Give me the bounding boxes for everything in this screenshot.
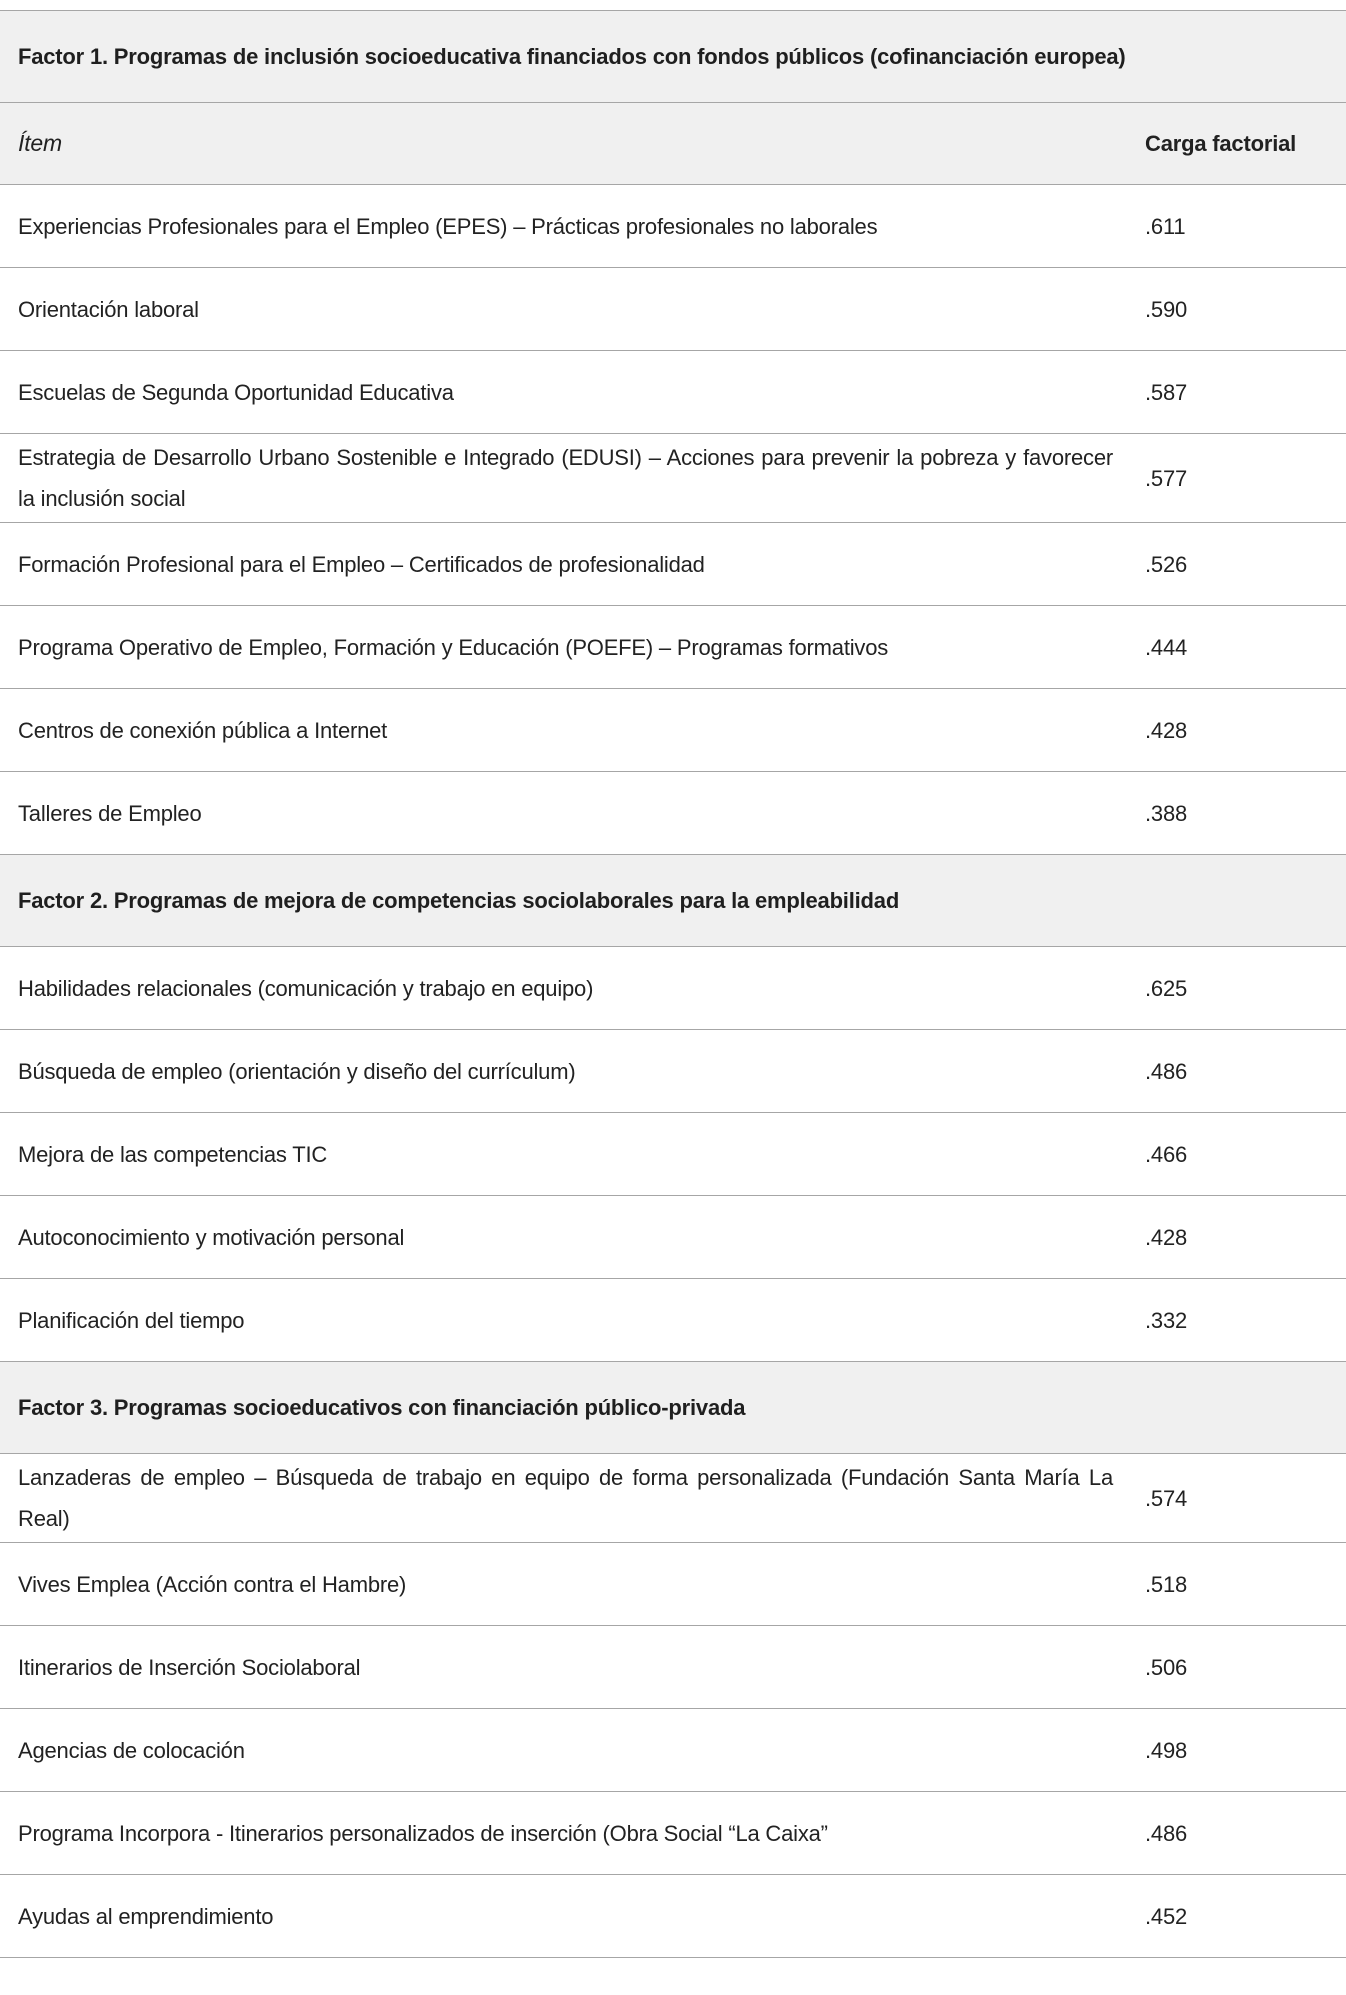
- factor-loading-value: .498: [1145, 1737, 1188, 1763]
- item-label: Estrategia de Desarrollo Urbano Sostenible e Integrado (EDUSI) – Acciones para prevenir la pobreza y favorecer la inclusión social: [18, 445, 1113, 511]
- value-column-header: Carga factorial: [1145, 131, 1297, 156]
- table-row: [0, 1030, 1346, 1113]
- table-row: [0, 1196, 1346, 1279]
- factor-loading-value: .428: [1145, 1224, 1188, 1250]
- factor-section-title: Factor 2. Programas de mejora de competencias sociolaborales para la empleabilidad: [18, 887, 900, 913]
- factor-loading-value: .452: [1145, 1903, 1188, 1929]
- item-label: Formación Profesional para el Empleo – Certificados de profesionalidad: [18, 551, 705, 577]
- item-label: Habilidades relacionales (comunicación y trabajo en equipo): [18, 975, 594, 1001]
- factor-loading-value: .486: [1145, 1820, 1188, 1846]
- factor-section: [0, 11, 1346, 855]
- item-label: Planificación del tiempo: [18, 1307, 245, 1333]
- factor-section-header: [0, 11, 1346, 103]
- factor-loading-value: .611: [1145, 213, 1186, 239]
- item-label: Búsqueda de empleo (orientación y diseño del currículum): [18, 1058, 576, 1084]
- table-row: [0, 1626, 1346, 1709]
- table-row: [0, 606, 1346, 689]
- factor-loading-value: .332: [1145, 1307, 1188, 1333]
- factor-loading-value: .518: [1145, 1571, 1188, 1597]
- table-row: [0, 185, 1346, 268]
- factor-loading-value: .577: [1145, 465, 1188, 491]
- column-header-row: [0, 103, 1346, 185]
- table-row: [0, 1709, 1346, 1792]
- item-label: Itinerarios de Inserción Sociolaboral: [18, 1654, 361, 1680]
- factor-loading-value: .506: [1145, 1654, 1188, 1680]
- table-row: [0, 434, 1346, 523]
- factor-section-rows: [0, 947, 1346, 1362]
- table-row: [0, 1113, 1346, 1196]
- table-row: [0, 772, 1346, 855]
- item-label: Orientación laboral: [18, 296, 199, 322]
- table-row: [0, 351, 1346, 434]
- factor-loading-value: .444: [1145, 634, 1188, 660]
- table-row: [0, 689, 1346, 772]
- factor-loading-value: .428: [1145, 717, 1188, 743]
- item-label: Autoconocimiento y motivación personal: [18, 1224, 405, 1250]
- factor-section-title: Factor 3. Programas socioeducativos con financiación público-privada: [18, 1394, 746, 1420]
- table-row: [0, 1454, 1346, 1543]
- table-row: [0, 1875, 1346, 1958]
- table-row: [0, 523, 1346, 606]
- item-label: Programa Operativo de Empleo, Formación y Educación (POEFE) – Programas formativos: [18, 634, 889, 660]
- item-label: Vives Emplea (Acción contra el Hambre): [18, 1571, 407, 1597]
- factor-loading-value: .587: [1145, 379, 1188, 405]
- factor-section-title: Factor 1. Programas de inclusión socioeducativa financiados con fondos públicos (cofinanciación europea): [18, 43, 1126, 69]
- item-label: Centros de conexión pública a Internet: [18, 717, 388, 743]
- factor-loading-value: .486: [1145, 1058, 1188, 1084]
- factor-section-rows: [0, 1454, 1346, 1958]
- table-row: [0, 1279, 1346, 1362]
- item-label: Programa Incorpora - Itinerarios personalizados de inserción (Obra Social “La Caixa”: [18, 1820, 828, 1846]
- item-label: Experiencias Profesionales para el Empleo (EPES) – Prácticas profesionales no laborales: [18, 213, 878, 239]
- table-row: [0, 268, 1346, 351]
- item-column-header: Ítem: [18, 130, 62, 156]
- table-row: [0, 947, 1346, 1030]
- factor-loading-value: .526: [1145, 551, 1188, 577]
- item-label: Lanzaderas de empleo – Búsqueda de trabajo en equipo de forma personalizada (Fundación Santa María La Real): [18, 1465, 1113, 1531]
- factor-loading-value: .466: [1145, 1141, 1188, 1167]
- item-label: Ayudas al emprendimiento: [18, 1903, 274, 1929]
- factor-section: [0, 1362, 1346, 1958]
- table-row: [0, 1543, 1346, 1626]
- factor-section-header: [0, 855, 1346, 947]
- item-label: Mejora de las competencias TIC: [18, 1141, 328, 1167]
- item-label: Escuelas de Segunda Oportunidad Educativa: [18, 379, 454, 405]
- table-sections: [0, 11, 1346, 1958]
- factor-section-header: [0, 1362, 1346, 1454]
- factor-loading-value: .590: [1145, 296, 1188, 322]
- item-label: Talleres de Empleo: [18, 800, 202, 826]
- factor-section: [0, 855, 1346, 1362]
- item-label: Agencias de colocación: [18, 1737, 245, 1763]
- factor-section-rows: [0, 103, 1346, 855]
- table-row: [0, 1792, 1346, 1875]
- factor-loadings-table: [0, 10, 1346, 1958]
- factor-loading-value: .574: [1145, 1485, 1188, 1511]
- factor-loading-value: .388: [1145, 800, 1188, 826]
- factor-loading-value: .625: [1145, 975, 1188, 1001]
